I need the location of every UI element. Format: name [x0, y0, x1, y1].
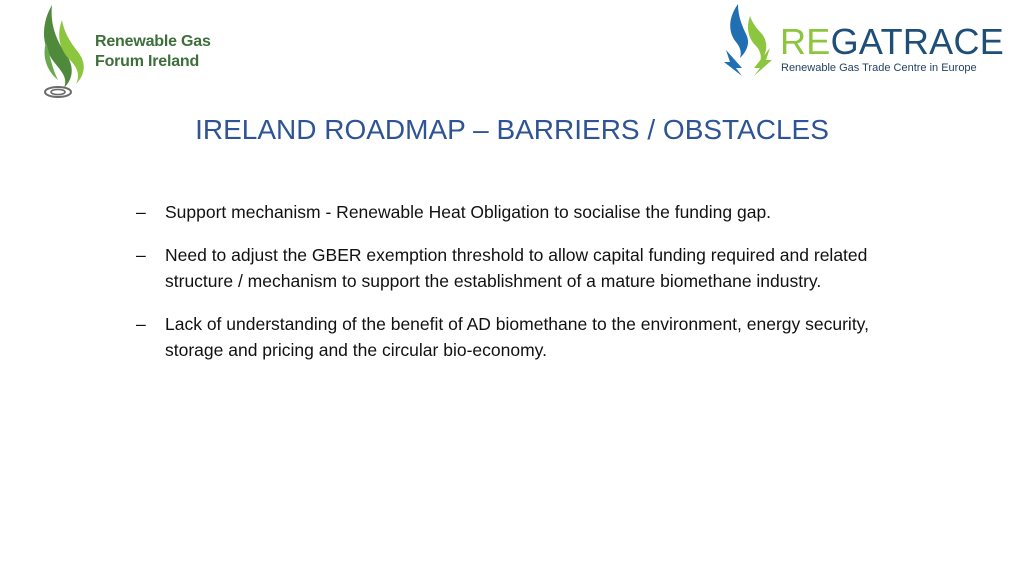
- flame-leaf-icon: [38, 2, 92, 102]
- bullet-marker: –: [136, 314, 146, 334]
- bullet-item: [130, 311, 910, 363]
- bullet-text: Need to adjust the GBER exemption threshold to allow capital funding required and related structure / mechanism to support the establishment of a mature biomethane industry.: [165, 245, 868, 291]
- rgfi-wordmark: [95, 32, 211, 72]
- rgfi-line2: Forum Ireland: [95, 53, 200, 70]
- title-part1: IRELAND ROADMAP: [195, 114, 474, 145]
- rgfi-logo: [38, 2, 228, 102]
- bullet-marker: –: [136, 202, 146, 222]
- bullet-text: Lack of understanding of the benefit of AD biomethane to the environment, energy security, storage and pricing and the circular bio-economy.: [165, 314, 869, 360]
- rgfi-line1: Renewable Gas: [95, 33, 211, 50]
- regatrace-accent: RE: [780, 21, 831, 62]
- bullet-item: [130, 242, 910, 294]
- regatrace-tagline: Renewable Gas Trade Centre in Europe: [781, 62, 977, 74]
- bullet-text: Support mechanism - Renewable Heat Obligation to socialise the funding gap.: [165, 202, 772, 222]
- bullet-item: [130, 199, 910, 225]
- slide-title: [0, 112, 1024, 148]
- regatrace-wordmark: [780, 22, 1004, 62]
- regatrace-logo: [720, 2, 1012, 80]
- title-part2: – BARRIERS / OBSTACLES: [473, 114, 829, 145]
- flame-arrows-icon: [720, 2, 776, 80]
- bullet-marker: –: [136, 245, 146, 265]
- bullet-list: [130, 199, 910, 380]
- regatrace-rest: GATRACE: [830, 21, 1005, 62]
